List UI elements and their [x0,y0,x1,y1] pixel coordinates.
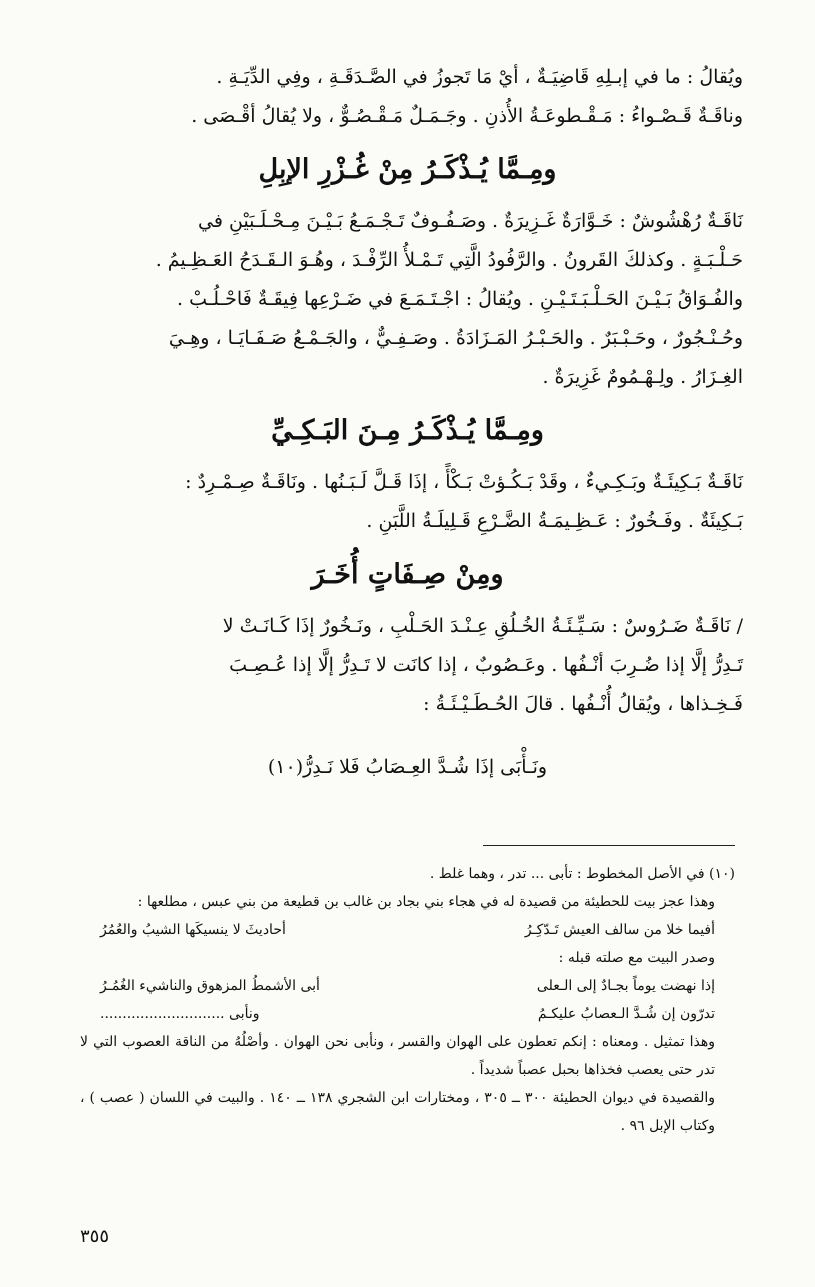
hemistich-right: تدرّون إن شُـدَّ الـعصابُ عليكـمُ [537,1006,715,1022]
text-line: وناقَـةٌ قَـصْـواءُ : مَـقْـطوعَـةُ الأُذنِ . وجَـمَـلٌ مَـقْـصُـوٌّ ، ولا يُقالُ أقْـصَى . [191,105,743,127]
paragraph-2 [72,202,743,397]
footnote-text: وهذا تمثيل . ومعناه : إنكم تعطون على الهوان والقسر ، ونأبى نحن الهوان . وأصْلُهُ من الناقة العصوب التي لا تدر حتى يعصب فخذاها بحبل عصباً شديداً . [80,1034,715,1078]
text-line: فَـخِـذاها ، ويُقالُ أُنْـفُها . قالَ الحُـطَـيْـئَـةُ : [423,693,743,715]
text-line: بَـكِيئَةٌ . وفَـخُورٌ : عَـظِـيمَـةُ الضَّـرْعِ قَـلِيلَـةُ اللَّبَنِ . [366,510,743,532]
text-line: الغِـزَارُ . ولِـهْـمُومٌ غَزِيرَةٌ . [542,366,743,388]
footnote-text: والقصيدة في ديوان الحطيئة ٣٠٠ ــ ٣٠٥ ، ومختارات ابن الشجري ١٣٨ ــ ١٤٠ . والبيت في اللسان ( عصب ) ، وكتاب الإبل ٩٦ . [80,1090,716,1134]
hemistich-left: ونأبى ............................ [100,1006,260,1022]
section-heading-3: ومِنْ صِـفَاتٍ أُخَـرَ [311,559,504,590]
text-line: نَاقَـةٌ رُهْشُوشٌ : خَـوَّارَةٌ غَـزِيرَةٌ . وصَـفُـوفٌ تَـجْـمَـعُ بَـيْـنَ مِـحْـلَـبَيْنِ في [198,210,743,232]
footnote-poem-line [80,972,735,1000]
hemistich-left: أحاديثَ لا ينسيكَها الشيبُ والعُمُرُ [100,922,286,938]
paragraph-1 [72,58,743,136]
paragraph-4 [72,607,743,724]
section-heading-2: ومِـمَّا يُـذْكَـرُ مِـنَ البَـكِـيِّ [271,415,544,446]
text-line: / نَاقَـةٌ ضَـرُوسٌ : سَـيِّـئَـةُ الخُـلُقِ عِـنْـدَ الحَـلْبِ ، ونَـخُورٌ إذَا كَـانَـتْ لا [222,615,743,637]
hemistich-right: أفيما خلا من سالف العيش تَـدّكِـرُ [524,922,715,938]
section-heading-1: ومِـمَّا يُـذْكَـرُ مِنْ غُـزْرِ الإبِلِ [258,154,557,185]
footnote-10: (١٠) في الأصل المخطوط : تأبى ... تدر ، وهما غلط . [429,866,735,882]
paragraph-3 [72,463,743,541]
text-line: نَاقَـةٌ بَـكِيئَـةٌ وبَـكِـيءٌ ، وقَدْ بَـكُـؤتْ بَـكْأً ، إذَا قَـلَّ لَـبَـنُها . ونَاقَـةٌ صِـمْـرِدٌ : [185,471,743,493]
text-line: والفُـوَاقُ بَـيْـنَ الحَـلْـبَـتَـيْـنِ . ويُقالُ : اجْـتَـمَـعَ في ضَـرْعِها فِيقَـةٌ فَاحْـلُـبْ . [177,288,743,310]
page-number: ٣٥٥ [80,1226,110,1247]
footnotes [80,860,735,1140]
poetry-verse: ونَـأْبَى إذَا شُـدَّ العِـصَابُ فَلا نَـدِرُّ(١٠) [267,756,548,778]
text-line: ويُقالُ : ما في إبـلِهِ قَاضِيَـةٌ ، أيْ مَا تَجوزُ في الصَّـدَقَـةِ ، وفِي الدِّيَـةِ . [216,66,743,88]
footnote-text: وصدر البيت مع صلته قبله : [558,950,715,966]
footnote-poem-line [80,916,735,944]
footnote-separator [483,845,735,846]
footnote-poem-line [80,1000,735,1028]
hemistich-right: إذا نهضت يوماً بجـادٌ إلى الـعلى [536,978,715,994]
footnote-text: وهذا عجز بيت للحطيئة من قصيدة له في هجاء بني بجاد بن غالب بن قطيعة من بني عبس ، مطلعها : [137,894,715,910]
hemistich-left: أبى الأشمطُ المزهوق والناشيء الغُمُـرُ [100,978,320,994]
text-line: حَـلْـبَـةٍ . وكذلكَ القَرونُ . والرَّفُودُ الَّتِي تَـمْـلأُ الرِّفْـدَ ، وهُـوَ الـقَـدَحُ العَـظِـيمُ . [155,249,743,271]
text-line: وحُـنْـجُورٌ ، وحَـبْـبَرٌ . والحَـبْـرُ المَـزَادَةُ . وصَـفِـيٌّ ، والجَـمْـعُ صَـفَـايَـا ، وهِـيَ [168,327,743,349]
text-line: تَـدِرُّ إلَّا إذا ضُـرِبَ أنْـفُها . وعَـصُوبٌ ، إذا كانَت لا تَـدِرُّ إلَّا إذا عُـصِـبَ [229,654,743,676]
